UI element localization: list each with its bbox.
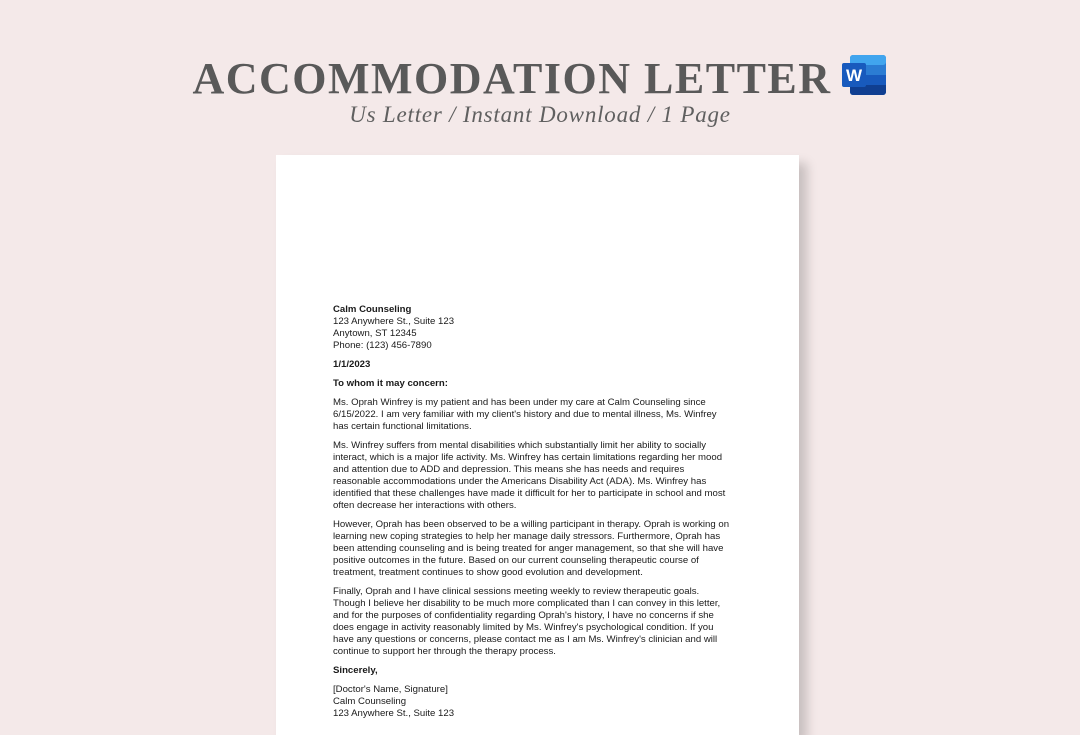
page-title: ACCOMMODATION LETTER (192, 54, 832, 103)
signature-org: Calm Counseling (333, 696, 407, 707)
closing: Sincerely, (333, 665, 378, 676)
letter-body (333, 304, 733, 727)
letter-date: 1/1/2023 (333, 359, 371, 370)
sender-phone: Phone: (123) 456-7890 (333, 340, 432, 351)
paragraph-2: Ms. Winfrey suffers from mental disabilities which substantially limit her ability to socially interact, which is a major life activity. Ms. Winfrey has certain limitations regarding her mood and attention due to ADD and depression. This means she has needs and requires reasonable accommodations under the Americans Disability Act (ADA). Ms. Winfrey has identified that these challenges have made it difficult for her to participate in school and most often decrease her interactions with others. (333, 440, 726, 511)
signature-line: [Doctor's Name, Signature] (333, 684, 448, 695)
paragraph-4: Finally, Oprah and I have clinical sessions meeting weekly to review therapeutic goals. Though I believe her disability to be much more complicated than I can convey in this letter, and for the purposes of confidentiality regarding Oprah's history, I have no concerns if she does engage in activity reasonably limited by Ms. Winfrey's psychological condition. If you have any questions or concerns, please contact me as I am Ms. Winfrey's clinician and will continue to support her through the therapy process. (333, 586, 721, 657)
subtitle: Us Letter / Instant Download / 1 Page (349, 102, 731, 127)
sender-block (333, 304, 733, 352)
sender-name: Calm Counseling (333, 304, 412, 315)
sender-address-line2: Anytown, ST 12345 (333, 328, 417, 339)
paragraph-1: Ms. Oprah Winfrey is my patient and has been under my care at Calm Counseling since 6/15/2022. I am very familiar with my client's history and due to mental illness, Ms. Winfrey has certain functional limitations. (333, 397, 717, 432)
salutation: To whom it may concern: (333, 378, 448, 389)
paragraph-3: However, Oprah has been observed to be a willing participant in therapy. Oprah is working on learning new coping strategies to help her manage daily stressors. Furthermore, Oprah has been attending counseling and is being treated for anger management, so that she will have positive outcomes in the future. Based on our current counseling therapeutic course of treatment, treatment continues to show good evolution and development. (333, 519, 730, 578)
word-icon-letter: W (845, 66, 862, 85)
sender-address-line1: 123 Anywhere St., Suite 123 (333, 316, 455, 327)
signature-block (333, 684, 733, 720)
microsoft-word-icon (842, 53, 888, 97)
document-page (276, 155, 799, 735)
header (0, 52, 1080, 106)
signature-address: 123 Anywhere St., Suite 123 (333, 708, 455, 719)
